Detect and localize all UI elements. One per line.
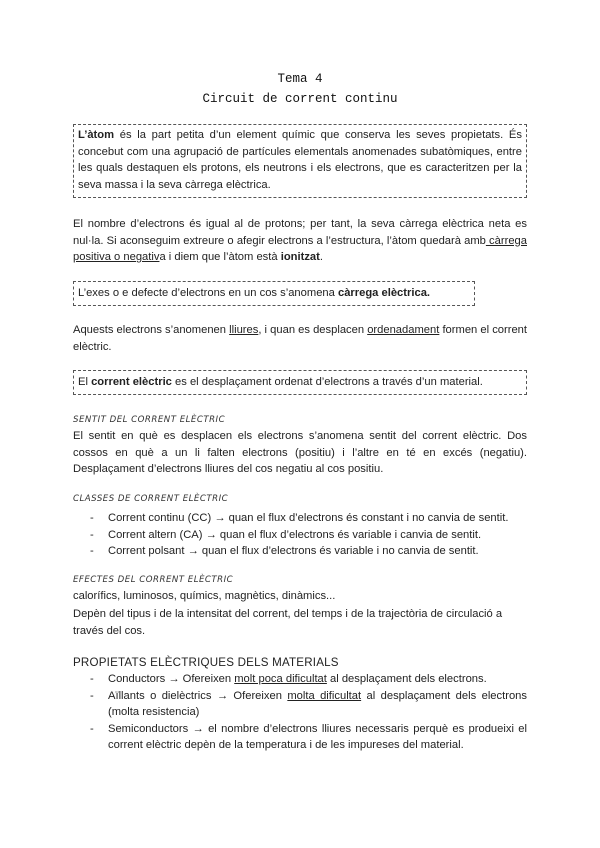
section-heading-propietats: PROPIETATS ELÈCTRIQUES DELS MATERIALS: [73, 656, 339, 669]
list-item: - Conductors → Ofereixen molt poca dificultat al desplaçament dels electrons.: [73, 671, 527, 688]
section-heading-efectes: EFECTES DEL CORRENT ELÈCTRIC: [73, 575, 234, 585]
current-text: El: [78, 376, 92, 388]
list-item: - Corrent continu (CC) → quan el flux d’electrons és constant i no canvia de sentit.: [73, 510, 543, 527]
free-underline: lliures: [229, 324, 259, 336]
free-electrons-text: Aquests electrons s’anomenen: [73, 324, 230, 336]
free-electrons-text-3: formen el corrent elèctric.: [73, 324, 528, 353]
free-electrons-text-2: , i quan es desplacen: [258, 324, 368, 336]
ionization-end: .: [319, 251, 323, 264]
topic-label: Tema 4: [277, 72, 323, 86]
list-item: - Corrent altern (CA) → quan el flux d’electrons és variable i canvia de sentit.: [73, 527, 543, 544]
efectes-list: calorífics, luminosos, químics, magnètics, dinàmics...: [73, 590, 336, 602]
list-item: - Aïllants o dielèctrics → Ofereixen molta dificultat al desplaçament dels electrons (molta resistencia): [73, 688, 527, 721]
free-electrons-paragraph: [73, 322, 527, 355]
current-term: corrent elèctric: [91, 376, 172, 388]
section-heading-classes: CLASSES DE CORRENT ELÈCTRIC: [73, 494, 229, 504]
propietats-list: [73, 671, 527, 754]
ordered-underline: ordenadament: [367, 324, 440, 336]
efectes-paragraph: Depèn del tipus i de la intensitat del corrent, del temps i de la trajectòria de circulació a través del cos.: [73, 608, 503, 637]
list-item: - Semiconductors → el nombre d’electrons lliures necessaris perquè es produeixi el corrent elèctric depèn de la temperatura i de les impureses del material.: [73, 721, 527, 754]
atom-definition-text: és la part petita d’un element químic que conserva les seves propietats. És concebut com una agrupació de partícules elementals anomenades subatòmiques, entre les quals destaquen els protons, els neutrons i els electrons, que es caracteritzen per la seva massa i la seva càrrega elèctrica.: [78, 129, 522, 191]
current-text-2: es el desplaçament ordenat d’electrons a través d’un material.: [171, 376, 483, 388]
ionized-term: ionitzat: [280, 251, 320, 264]
charge-underline: càrrega positiva o negativ: [73, 234, 527, 264]
section-heading-sentit: SENTIT DEL CORRENT ELÈCTRIC: [73, 415, 226, 425]
ionization-paragraph: [73, 216, 527, 266]
charge-text: L’exes o e defecte d’electrons en un cos s’anomena: [78, 287, 338, 299]
current-definition-box: [73, 370, 527, 395]
ionization-text: El nombre d’electrons és igual al de protons; per tant, la seva càrrega elèctrica neta es nul·la. Si aconseguim extreure o afegir electrons a l’estructura, l’àtom quedarà amb: [73, 218, 527, 247]
atom-term: L’àtom: [78, 129, 115, 141]
atom-definition-box: [73, 124, 527, 198]
page-title: Circuit de corrent continu: [202, 92, 398, 106]
list-item: - Corrent polsant → quan el flux d’electrons és variable i no canvia de sentit.: [73, 543, 543, 560]
charge-definition-box: [73, 281, 475, 306]
ionization-text-2: a i diem que l’àtom està: [159, 251, 281, 264]
sentit-paragraph: El sentit en què es desplacen els electrons s’anomena sentit del corrent elèctric. Dos cossos en què a un li falten electrons (positiu) i l’altre en té en excés (negatiu). Desplaçament d’electrons lliures del cos negatiu al cos positiu.: [73, 430, 527, 476]
classes-list: [73, 510, 543, 560]
charge-term: càrrega elèctrica.: [337, 287, 431, 299]
